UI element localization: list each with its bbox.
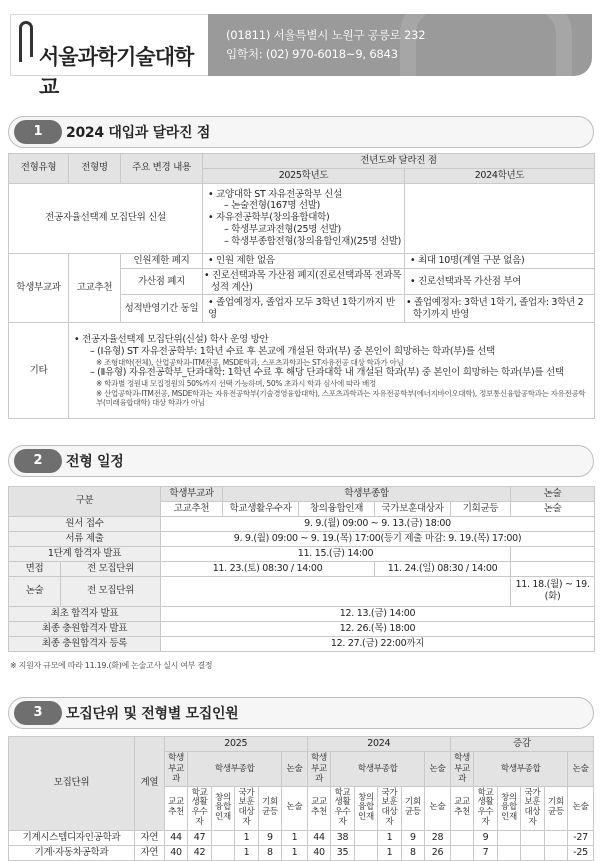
quota-sub-header: 교교추천: [450, 786, 473, 830]
field-cell: 자연: [134, 830, 164, 845]
quota-sub-header: 학교생활우수자: [188, 786, 211, 830]
count-cell: 9: [474, 830, 497, 845]
count-cell: [497, 830, 520, 845]
new-unit-2025-details: [203, 183, 405, 253]
count-cell: 42: [188, 845, 211, 860]
count-cell: 1: [282, 830, 308, 845]
quota-header-field: 계열: [134, 737, 164, 831]
etc-note: ※ 학과별 정원내 모집정원의 50%까지 선택 가능하며, 50% 초과시 학과 심사에 따라 배정: [96, 379, 376, 389]
quota-sub-header: 학교생활우수자: [474, 786, 497, 830]
change-cell: 가산점 폐지: [121, 268, 203, 295]
unit-cell: 기계·자동차공학과: [9, 845, 135, 860]
schedule-header-gubun: 구분: [9, 487, 161, 517]
col-header-2024: 2024학년도: [405, 168, 595, 183]
school-name: 서울과학기술대학교: [39, 45, 194, 99]
section-number: 3: [14, 701, 62, 725]
count-cell: [354, 845, 377, 860]
quota-group: 학생부교과: [164, 751, 187, 786]
count-cell: [544, 845, 567, 860]
schedule-row-value: 11. 24.(일) 08:30 / 14:00: [375, 561, 511, 576]
count-cell: [211, 830, 234, 845]
detail-line: – 논술전형(167명 선발): [224, 200, 321, 212]
schedule-row-label: 최초 합격자 발표: [9, 606, 161, 621]
count-cell: 8: [401, 845, 424, 860]
count-cell: [354, 830, 377, 845]
school-phone: 입학처: (02) 970-6018~9, 6843: [226, 47, 398, 61]
schedule-row-sub: 전 모집단위: [61, 576, 161, 606]
schedule-row-label: 서류 제출: [9, 531, 161, 546]
schedule-row-label: 논술: [9, 576, 61, 606]
school-name-panel: [10, 14, 208, 99]
schedule-row-label: 1단계 합격자 발표: [9, 546, 161, 561]
count-cell: 47: [188, 830, 211, 845]
quota-header-diff: 증감: [450, 737, 593, 752]
quota-sub-header: 논술: [568, 786, 594, 830]
schedule-table: [8, 486, 595, 652]
count-cell: 9: [401, 830, 424, 845]
quota-header-unit: 모집단위: [9, 737, 135, 831]
quota-table: [8, 736, 594, 861]
count-cell: [521, 845, 544, 860]
etc-note: ※ 산업공학과-ITM전공, MSDE학과는 자유전공학부(기술경영융합대학), 스포츠과학과는 자유전공학부(에너지바이오대학), 정보통신융합공학과는 자유전공학부(미래융합대학) 대상 학과가 아님: [96, 388, 586, 408]
count-cell: 38: [331, 830, 354, 845]
sub-header: 기회균등: [451, 501, 511, 516]
school-contact-panel: [208, 14, 592, 76]
section-3-header: [8, 697, 594, 729]
etc-details: [69, 323, 595, 419]
etc-line: – (Ⅱ유형) 자유전공학부_단과대학: 1학년 수료 후 해당 단과대학 내 개설된 학과(부) 중 본인이 희망하는 학과(부)를 선택: [90, 367, 564, 379]
schedule-row-sub: 전 모집단위: [61, 561, 161, 576]
quota-sub-header: 기회균등: [544, 786, 567, 830]
count-cell: 44: [164, 830, 187, 845]
quota-group: 논술: [282, 751, 308, 786]
quota-sub-header: 창의융합인재: [354, 786, 377, 830]
section-number: 2: [14, 449, 62, 473]
section-title: 전형 일정: [66, 454, 124, 470]
col-header-diff: 전년도와 달라진 점: [203, 154, 595, 169]
sub-header: 학교생활우수자: [223, 501, 299, 516]
row-label-new-unit: 전공자율선택제 모집단위 신설: [9, 183, 203, 253]
cell-2024: • 최대 10명(계열 구분 없음): [405, 253, 595, 268]
count-cell: 8: [258, 845, 281, 860]
name-cell: 고교추천: [69, 253, 121, 323]
count-cell: 1: [378, 845, 401, 860]
quota-sub-header: 교교추천: [307, 786, 330, 830]
quota-group: 학생부교과: [450, 751, 473, 786]
count-cell: 7: [474, 845, 497, 860]
type-cell: 학생부교과: [9, 253, 69, 323]
quota-sub-header: 국가보훈대상자: [521, 786, 544, 830]
schedule-note: ※ 지원자 규모에 따라 11.19.(화)에 논술고사 실시 여부 결정: [10, 661, 213, 670]
schedule-header-jonghap: 학생부종합: [223, 487, 511, 502]
count-cell: 9: [258, 830, 281, 845]
detail-line: • 교양대학 ST 자유전공학부 신설: [208, 188, 342, 200]
detail-line: – 학생부교과전형(25명 선발): [224, 224, 341, 236]
school-header: [10, 6, 592, 99]
section-title: 모집단위 및 전형별 모집인원: [66, 706, 239, 722]
schedule-header-gyogwa: 학생부교과: [161, 487, 223, 502]
cell-2025: • 진로선택과목 가산점 폐지(진로선택과목 전과목 성적 계산): [203, 268, 405, 295]
schedule-row-value: 12. 27.(금) 22:00까지: [161, 636, 595, 651]
schedule-header-nonsul: 논술: [511, 487, 595, 502]
quota-sub-header: 학교생활우수자: [331, 786, 354, 830]
unit-cell: 기계시스템디자인공학과: [9, 830, 135, 845]
schedule-row-value: 11. 15.(금) 14:00: [161, 546, 511, 561]
quota-group: 논술: [425, 751, 451, 786]
sub-header: 창의융합인재: [299, 501, 375, 516]
quota-sub-header: 국가보훈대상자: [235, 786, 258, 830]
etc-line: – (Ⅰ유형) ST 자유전공학부: 1학년 수료 후 본교에 개설된 학과(부) 중 본인이 희망하는 학과(부)를 선택: [90, 346, 495, 358]
count-cell: 1: [378, 830, 401, 845]
cell-2025: • 졸업예정자, 졸업자 모두 3학년 1학기까지 반영: [203, 295, 405, 323]
changes-table: [8, 153, 595, 419]
count-cell: 44: [307, 830, 330, 845]
quota-sub-header: 국가보훈대상자: [378, 786, 401, 830]
quota-sub-header: 기회균등: [401, 786, 424, 830]
count-cell: 40: [307, 845, 330, 860]
count-cell: [521, 830, 544, 845]
quota-group: 논술: [568, 751, 594, 786]
quota-sub-header: 논술: [425, 786, 451, 830]
schedule-row-value: 12. 26.(목) 18:00: [161, 621, 595, 636]
quota-sub-header: 창의융합인재: [497, 786, 520, 830]
school-address: (01811) 서울특별시 노원구 공릉로 232: [226, 28, 426, 42]
count-cell: -25: [568, 845, 594, 860]
quota-group: 학생부종합: [188, 751, 282, 786]
quota-sub-header: 교교추천: [164, 786, 187, 830]
section-2-header: [8, 445, 594, 477]
bracket-icon: [19, 21, 33, 57]
col-header-change: 주요 변경 내용: [121, 154, 203, 184]
section-1-header: [8, 116, 594, 148]
count-cell: 35: [331, 845, 354, 860]
col-header-2025: 2025학년도: [203, 168, 405, 183]
field-cell: 자연: [134, 845, 164, 860]
schedule-row-value: 9. 9.(월) 09:00 ~ 9. 19.(목) 17:00(등기 제출 마감: 9. 19.(목) 17:00): [161, 531, 595, 546]
quota-sub-header: 논술: [282, 786, 308, 830]
table-row: [9, 830, 594, 845]
count-cell: 40: [164, 845, 187, 860]
schedule-row-label: 최종 충원합격자 등록: [9, 636, 161, 651]
quota-header-2025: 2025: [164, 737, 307, 752]
sub-header: 고교추천: [161, 501, 223, 516]
etc-line: • 전공자율선택제 모집단위(신설) 학사 운영 방안: [74, 334, 269, 346]
change-cell: 성적반영기간 동일: [121, 295, 203, 323]
etc-label: 기타: [9, 323, 69, 419]
col-header-name: 전형명: [69, 154, 121, 184]
detail-line: • 자유전공학부(창의융합대학): [208, 212, 330, 224]
etc-note: ※ 조형대학(전체), 산업공학과-ITM전공, MSDE학과, 스포츠과학과는 ST자유전공 대상 학과가 아님: [96, 358, 404, 368]
quota-group: 학생부종합: [474, 751, 568, 786]
count-cell: [497, 845, 520, 860]
schedule-row-label: 최종 충원합격자 발표: [9, 621, 161, 636]
count-cell: [450, 830, 473, 845]
count-cell: -27: [568, 830, 594, 845]
count-cell: 1: [282, 845, 308, 860]
detail-line: – 학생부종합전형(창의융합인재)(25명 선발): [224, 236, 402, 248]
cell-2024: • 졸업예정자: 3학년 1학기, 졸업자: 3학년 2학기까지 반영: [405, 295, 595, 323]
table-row: [9, 845, 594, 860]
count-cell: [450, 845, 473, 860]
count-cell: 28: [425, 830, 451, 845]
schedule-row-label: 원서 접수: [9, 516, 161, 531]
count-cell: 1: [235, 845, 258, 860]
quota-group: 학생부종합: [331, 751, 425, 786]
section-title: 2024 대입과 달라진 점: [66, 125, 211, 141]
quota-header-2024: 2024: [307, 737, 450, 752]
schedule-row-value: 9. 9.(월) 09:00 ~ 9. 13.(금) 18:00: [161, 516, 595, 531]
schedule-empty: [511, 546, 595, 561]
count-cell: [211, 845, 234, 860]
schedule-row-value: 11. 18.(월) ~ 19.(화): [511, 576, 595, 606]
count-cell: 1: [235, 830, 258, 845]
col-header-type: 전형유형: [9, 154, 69, 184]
schedule-row-value: 11. 23.(토) 08:30 / 14:00: [161, 561, 375, 576]
sub-header: 논술: [511, 501, 595, 516]
schedule-empty: [511, 561, 595, 576]
count-cell: [544, 830, 567, 845]
sub-header: 국가보훈대상자: [375, 501, 451, 516]
count-cell: 26: [425, 845, 451, 860]
schedule-row-value: 12. 13.(금) 14:00: [161, 606, 595, 621]
schedule-empty: [161, 576, 511, 606]
new-unit-2024-empty: [405, 183, 595, 253]
quota-group: 학생부교과: [307, 751, 330, 786]
quota-sub-header: 기회균등: [258, 786, 281, 830]
section-number: 1: [14, 120, 62, 144]
quota-sub-header: 창의융합인재: [211, 786, 234, 830]
schedule-row-label: 면접: [9, 561, 61, 576]
cell-2024: • 진로선택과목 가산점 부여: [405, 268, 595, 295]
change-cell: 인원제한 폐지: [121, 253, 203, 268]
cell-2025: • 인원 제한 없음: [203, 253, 405, 268]
